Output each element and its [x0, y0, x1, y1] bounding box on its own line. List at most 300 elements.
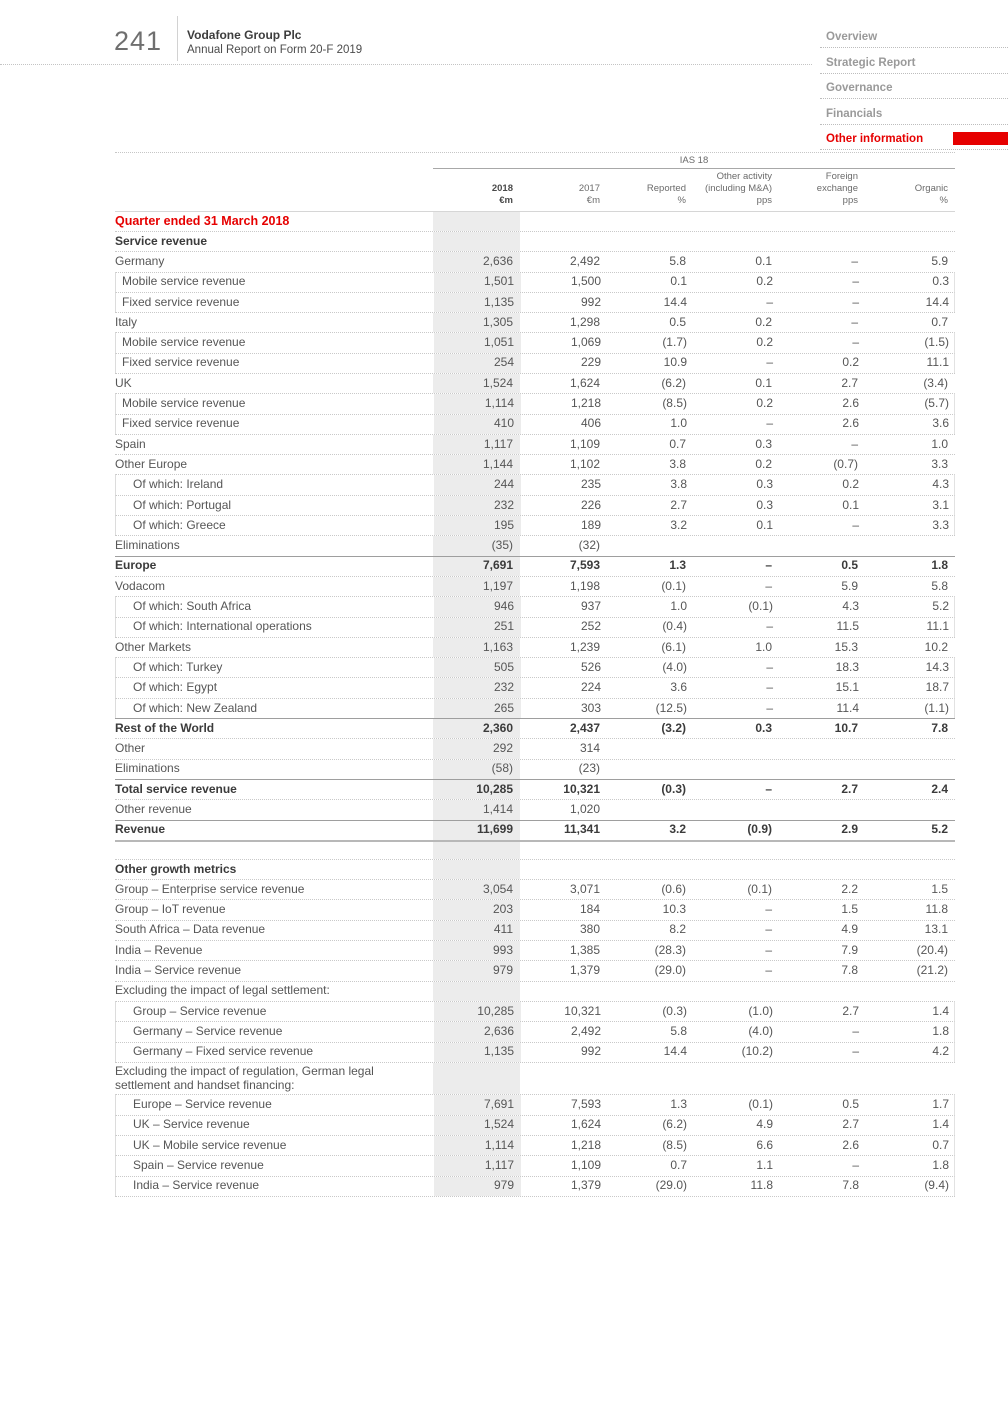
- cell-value: 1,379: [570, 1178, 601, 1193]
- cell-value: 0.3: [755, 436, 772, 451]
- cell-value: 1,385: [569, 942, 600, 957]
- cell-value: [693, 232, 779, 251]
- cell-value: 4.3: [842, 599, 859, 614]
- cell-value: 1,144: [433, 455, 520, 474]
- cell-value: –: [766, 659, 773, 674]
- cell-value: 10,321: [563, 781, 600, 796]
- cell-value: [779, 860, 865, 879]
- cell-value: 992: [580, 294, 601, 309]
- row-label: Revenue: [115, 822, 166, 837]
- cell-value: [433, 842, 520, 859]
- cell-value: [779, 1063, 865, 1095]
- cell-value: [693, 860, 779, 879]
- cell-value: 1,051: [434, 333, 521, 352]
- cell-value: [520, 212, 607, 231]
- cell-value: 11.1: [926, 355, 949, 370]
- cell-value: (3.2): [661, 720, 686, 735]
- cell-value: 11.5: [836, 619, 859, 634]
- row-label: India – Revenue: [115, 942, 203, 957]
- cell-value: 11.8: [750, 1178, 773, 1193]
- cell-value: [520, 232, 607, 251]
- cell-value: [607, 212, 693, 231]
- table-row: [115, 474, 955, 494]
- document-subtitle: Annual Report on Form 20-F 2019: [187, 44, 363, 56]
- row-label: Other Markets: [115, 639, 192, 654]
- cell-value: 184: [579, 902, 600, 917]
- cell-value: (28.3): [654, 942, 686, 957]
- section-nav: [820, 23, 1008, 150]
- cell-value: 0.3: [932, 274, 949, 289]
- cell-value: 2.7: [841, 375, 858, 390]
- cell-value: [865, 536, 955, 555]
- cell-value: 229: [580, 355, 601, 370]
- cell-value: 1.8: [932, 1023, 949, 1038]
- cell-value: [865, 982, 955, 1001]
- cell-value: 5.9: [931, 253, 948, 268]
- cell-value: 11,699: [433, 821, 520, 840]
- cell-value: 2.6: [842, 1137, 859, 1152]
- row-label: Total service revenue: [115, 781, 237, 796]
- table-group-header: [115, 153, 955, 169]
- column-header: Organic %: [914, 182, 948, 206]
- cell-value: 1.4: [932, 1117, 949, 1132]
- cell-value: 1,114: [434, 1136, 521, 1155]
- table-row: [115, 556, 955, 576]
- row-label: Eliminations: [115, 761, 180, 776]
- cell-value: –: [852, 335, 859, 350]
- nav-item-governance[interactable]: Governance: [820, 74, 1008, 99]
- document-title: Vodafone Group Plc: [187, 28, 302, 42]
- cell-value: –: [851, 436, 858, 451]
- table-row: [115, 637, 955, 657]
- row-label: Germany – Service revenue: [133, 1023, 283, 1038]
- cell-value: 1,117: [433, 435, 520, 454]
- cell-value: 1.5: [931, 881, 948, 896]
- cell-value: 1.1: [756, 1158, 773, 1173]
- cell-value: 1.0: [670, 599, 687, 614]
- table-row: [115, 292, 955, 312]
- cell-value: 1,117: [434, 1156, 521, 1175]
- cell-value: (0.6): [661, 881, 686, 896]
- cell-value: 0.3: [756, 477, 773, 492]
- cell-value: [520, 1063, 607, 1095]
- cell-value: 3.8: [669, 456, 686, 471]
- cell-value: 195: [434, 516, 521, 535]
- cell-value: [693, 800, 779, 819]
- cell-value: 3.6: [670, 680, 687, 695]
- cell-value: 1,414: [433, 800, 520, 819]
- cell-value: (58): [433, 760, 520, 779]
- page-number: 241: [114, 26, 163, 56]
- cell-value: –: [852, 1023, 859, 1038]
- row-label: Mobile service revenue: [122, 274, 246, 289]
- cell-value: –: [766, 680, 773, 695]
- cell-value: 411: [433, 921, 520, 940]
- cell-value: 0.2: [755, 314, 772, 329]
- table-row: [115, 698, 955, 718]
- ias18-underline: [433, 168, 955, 169]
- cell-value: [865, 739, 955, 758]
- cell-value: 1.3: [669, 558, 686, 573]
- cell-value: 1,109: [569, 436, 600, 451]
- table-row: [115, 414, 955, 434]
- cell-value: 0.5: [841, 558, 858, 573]
- row-label: Europe: [115, 558, 157, 573]
- cell-value: [693, 739, 779, 758]
- cell-value: [865, 1063, 955, 1095]
- cell-value: –: [765, 963, 772, 978]
- cell-value: 2,636: [433, 252, 520, 271]
- cell-value: 11.1: [926, 619, 949, 634]
- cell-value: –: [765, 781, 772, 796]
- row-label: Vodacom: [115, 578, 166, 593]
- cell-value: 10,285: [434, 1002, 521, 1021]
- cell-value: (0.1): [748, 1097, 773, 1112]
- cell-value: –: [851, 314, 858, 329]
- cell-value: [779, 982, 865, 1001]
- cell-value: 2.9: [841, 822, 858, 837]
- cell-value: 0.1: [842, 497, 859, 512]
- cell-value: 5.2: [932, 599, 949, 614]
- cell-value: [433, 212, 520, 231]
- row-label: Other Europe: [115, 456, 188, 471]
- nav-item-other-information[interactable]: Other information: [820, 125, 1008, 150]
- table-row: [115, 1021, 955, 1041]
- column-header: Foreign exchange pps: [816, 171, 858, 206]
- row-label: Fixed service revenue: [122, 355, 240, 370]
- cell-value: 1,298: [569, 314, 600, 329]
- cell-value: 3.3: [932, 517, 949, 532]
- cell-value: [607, 760, 693, 779]
- cell-value: (1.5): [924, 335, 949, 350]
- cell-value: 0.1: [755, 375, 772, 390]
- cell-value: 1,109: [570, 1158, 601, 1173]
- table-row: [115, 434, 955, 454]
- column-header: Other activity (including M&A) pps: [704, 171, 772, 206]
- cell-value: 3.2: [670, 517, 687, 532]
- row-label: Of which: Greece: [133, 517, 226, 532]
- row-label: Of which: International operations: [133, 619, 312, 634]
- table-row: [115, 738, 955, 758]
- cell-value: 1,500: [570, 274, 601, 289]
- cell-value: (29.0): [655, 1178, 687, 1193]
- table-row: [115, 718, 955, 738]
- cell-value: [520, 982, 607, 1001]
- cell-value: 3.3: [931, 456, 948, 471]
- cell-value: [693, 212, 779, 231]
- cell-value: 254: [434, 354, 521, 373]
- cell-value: 3.2: [669, 822, 686, 837]
- table-row: [115, 576, 955, 596]
- cell-value: –: [852, 1158, 859, 1173]
- cell-value: 1.0: [755, 639, 772, 654]
- cell-value: 1,218: [570, 1137, 601, 1152]
- table-row: [115, 1115, 955, 1135]
- cell-value: (6.2): [661, 375, 686, 390]
- table-row: [115, 960, 955, 980]
- cell-value: 0.7: [932, 1137, 949, 1152]
- cell-value: 244: [434, 475, 521, 494]
- cell-value: 1,624: [569, 375, 600, 390]
- nav-item-overview[interactable]: Overview: [820, 23, 1008, 48]
- cell-value: 13.1: [924, 922, 948, 937]
- cell-value: 11.4: [836, 700, 859, 715]
- cell-value: 4.9: [841, 922, 858, 937]
- cell-value: (12.5): [655, 700, 687, 715]
- cell-value: 0.7: [931, 314, 948, 329]
- row-label: Other: [115, 741, 146, 756]
- cell-value: 3.8: [670, 477, 687, 492]
- row-label: Group – Service revenue: [133, 1003, 267, 1018]
- cell-value: [693, 1063, 779, 1095]
- cell-value: 1,624: [570, 1117, 601, 1132]
- cell-value: 3.1: [932, 497, 949, 512]
- cell-value: (1.7): [662, 335, 687, 350]
- cell-value: 232: [434, 496, 521, 515]
- cell-value: (0.3): [661, 781, 686, 796]
- table-row: [115, 312, 955, 332]
- cell-value: 2,492: [569, 253, 600, 268]
- table-row: [115, 1176, 955, 1196]
- cell-value: 1.3: [670, 1097, 687, 1112]
- cell-value: 11,341: [563, 822, 600, 837]
- cell-value: 252: [580, 619, 601, 634]
- row-label: India – Service revenue: [115, 963, 242, 978]
- row-label: Eliminations: [115, 538, 180, 553]
- table-row: [115, 1094, 955, 1114]
- cell-value: 1,524: [434, 1116, 521, 1135]
- cell-value: 15.3: [834, 639, 858, 654]
- cell-value: 0.2: [842, 355, 859, 370]
- table-row: [115, 373, 955, 393]
- cell-value: 0.3: [756, 497, 773, 512]
- cell-value: (4.0): [748, 1023, 773, 1038]
- row-label: Fixed service revenue: [122, 294, 240, 309]
- cell-value: –: [765, 558, 772, 573]
- cell-value: 2.6: [842, 396, 859, 411]
- cell-value: [779, 536, 865, 555]
- cell-value: –: [766, 416, 773, 431]
- header-rule: [0, 64, 812, 65]
- cell-value: (0.9): [747, 822, 772, 837]
- column-header: 2018 €m: [491, 182, 513, 206]
- table-row: [115, 920, 955, 940]
- cell-value: 406: [580, 416, 601, 431]
- column-header: 2017 €m: [578, 182, 600, 206]
- row-label: [115, 842, 433, 859]
- row-label: Mobile service revenue: [122, 335, 246, 350]
- table-row: [115, 759, 955, 779]
- cell-value: [693, 842, 779, 859]
- table-row: [115, 1155, 955, 1175]
- cell-value: [607, 739, 693, 758]
- row-label: UK – Mobile service revenue: [133, 1137, 287, 1152]
- cell-value: 232: [434, 678, 521, 697]
- cell-value: (29.0): [654, 963, 686, 978]
- cell-value: [779, 212, 865, 231]
- cell-value: [693, 536, 779, 555]
- cell-value: 10.9: [663, 355, 687, 370]
- row-label: Of which: New Zealand: [133, 700, 258, 715]
- cell-value: (0.1): [747, 881, 772, 896]
- cell-value: 5.8: [931, 578, 948, 593]
- cell-value: [607, 842, 693, 859]
- cell-value: 1.8: [931, 558, 948, 573]
- row-label: UK – Service revenue: [133, 1117, 250, 1132]
- column-header-spacer: [115, 169, 433, 211]
- cell-value: (35): [433, 536, 520, 555]
- cell-value: 526: [580, 659, 601, 674]
- cell-value: (8.5): [662, 396, 687, 411]
- cell-value: [779, 232, 865, 251]
- active-section-marker: [953, 132, 1008, 145]
- cell-value: 265: [434, 699, 521, 718]
- cell-value: (0.7): [833, 456, 858, 471]
- cell-value: (23): [578, 761, 600, 776]
- cell-value: 1.8: [932, 1158, 949, 1173]
- cell-value: (8.5): [662, 1137, 687, 1152]
- row-label: Other revenue: [115, 801, 192, 816]
- table-row: [115, 515, 955, 535]
- column-header: Reported %: [646, 182, 686, 206]
- cell-value: [433, 982, 520, 1001]
- table-row: [115, 212, 955, 231]
- table-row: [115, 596, 955, 616]
- cell-value: 2.2: [841, 881, 858, 896]
- cell-value: 1.7: [932, 1097, 949, 1112]
- cell-value: 1,501: [434, 273, 521, 292]
- cell-value: [520, 842, 607, 859]
- cell-value: 0.7: [669, 436, 686, 451]
- cell-value: [607, 982, 693, 1001]
- table-row: [115, 799, 955, 819]
- cell-value: 2,360: [433, 719, 520, 738]
- table-row: [115, 272, 955, 292]
- cell-value: 1,135: [434, 1043, 521, 1062]
- cell-value: –: [765, 922, 772, 937]
- cell-value: (1.0): [748, 1003, 773, 1018]
- cell-value: 189: [580, 517, 601, 532]
- cell-value: (0.1): [661, 578, 686, 593]
- cell-value: 5.2: [931, 822, 948, 837]
- cell-value: 1,135: [434, 293, 521, 312]
- cell-value: 14.3: [925, 659, 949, 674]
- nav-item-strategic-report[interactable]: Strategic Report: [820, 48, 1008, 73]
- cell-value: [433, 860, 520, 879]
- cell-value: (0.4): [662, 619, 687, 634]
- cell-value: 410: [434, 415, 521, 434]
- nav-item-financials[interactable]: Financials: [820, 99, 1008, 124]
- cell-value: 235: [580, 477, 601, 492]
- cell-value: 203: [433, 900, 520, 919]
- cell-value: 4.3: [932, 477, 949, 492]
- cell-value: 2.7: [842, 1003, 859, 1018]
- cell-value: 937: [580, 599, 601, 614]
- cell-value: 1,114: [434, 394, 521, 413]
- row-label: Mobile service revenue: [122, 396, 246, 411]
- cell-value: –: [766, 294, 773, 309]
- table-spacer-row: [115, 842, 955, 859]
- cell-value: 0.2: [755, 456, 772, 471]
- cell-value: 14.4: [663, 1044, 687, 1059]
- cell-value: 8.2: [669, 922, 686, 937]
- cell-value: 1,163: [433, 638, 520, 657]
- table-row: [115, 1001, 955, 1021]
- cell-value: 3,071: [569, 881, 600, 896]
- cell-value: [865, 760, 955, 779]
- cell-value: 3.6: [932, 416, 949, 431]
- table-row: [115, 859, 955, 879]
- row-label: Excluding the impact of regulation, German legal settlement and handset financing:: [115, 1063, 374, 1092]
- cell-value: 0.5: [669, 314, 686, 329]
- cell-value: 0.1: [670, 274, 687, 289]
- cell-value: –: [852, 274, 859, 289]
- cell-value: 1,069: [570, 335, 601, 350]
- cell-value: 0.1: [755, 253, 772, 268]
- cell-value: –: [766, 619, 773, 634]
- row-label: Europe – Service revenue: [133, 1097, 272, 1112]
- table-row: [115, 981, 955, 1001]
- cell-value: 7,593: [570, 1097, 601, 1112]
- cell-value: 3,054: [433, 880, 520, 899]
- table-row: [115, 779, 955, 799]
- row-label: Spain: [115, 436, 146, 451]
- document-title-block: [187, 28, 362, 56]
- cell-value: (6.1): [661, 639, 686, 654]
- row-label: South Africa – Data revenue: [115, 922, 266, 937]
- cell-value: –: [852, 1044, 859, 1059]
- cell-value: [865, 842, 955, 859]
- cell-value: 380: [579, 922, 600, 937]
- cell-value: [607, 232, 693, 251]
- table-row: [115, 617, 955, 637]
- cell-value: 6.6: [756, 1137, 773, 1152]
- cell-value: [433, 232, 520, 251]
- row-label: Italy: [115, 314, 138, 329]
- cell-value: 0.7: [670, 1158, 687, 1173]
- cell-value: 251: [434, 618, 521, 637]
- row-label: Group – IoT revenue: [115, 902, 226, 917]
- row-label: UK: [115, 375, 132, 390]
- cell-value: 1,379: [569, 963, 600, 978]
- cell-value: (10.2): [741, 1044, 773, 1059]
- cell-value: 314: [579, 741, 600, 756]
- cell-value: 979: [434, 1177, 521, 1196]
- cell-value: 1,198: [569, 578, 600, 593]
- cell-value: –: [765, 942, 772, 957]
- cell-value: 5.8: [669, 253, 686, 268]
- cell-value: 505: [434, 658, 521, 677]
- cell-value: 2.7: [842, 1117, 859, 1132]
- cell-value: 1,197: [433, 577, 520, 596]
- cell-value: 0.1: [756, 517, 773, 532]
- table-row: [115, 251, 955, 271]
- table-row: [115, 535, 955, 555]
- cell-value: 226: [580, 497, 601, 512]
- cell-value: 0.2: [756, 335, 773, 350]
- cell-value: 7.9: [841, 942, 858, 957]
- table-row: [115, 353, 955, 373]
- row-label: Germany – Fixed service revenue: [133, 1044, 314, 1059]
- cell-value: (0.3): [662, 1003, 687, 1018]
- cell-value: 1.4: [932, 1003, 949, 1018]
- row-label: Of which: Egypt: [133, 680, 218, 695]
- cell-value: [779, 842, 865, 859]
- table-column-headers: [115, 169, 955, 212]
- cell-value: 2.7: [670, 497, 687, 512]
- cell-value: 0.5: [842, 1097, 859, 1112]
- row-label: Germany: [115, 253, 165, 268]
